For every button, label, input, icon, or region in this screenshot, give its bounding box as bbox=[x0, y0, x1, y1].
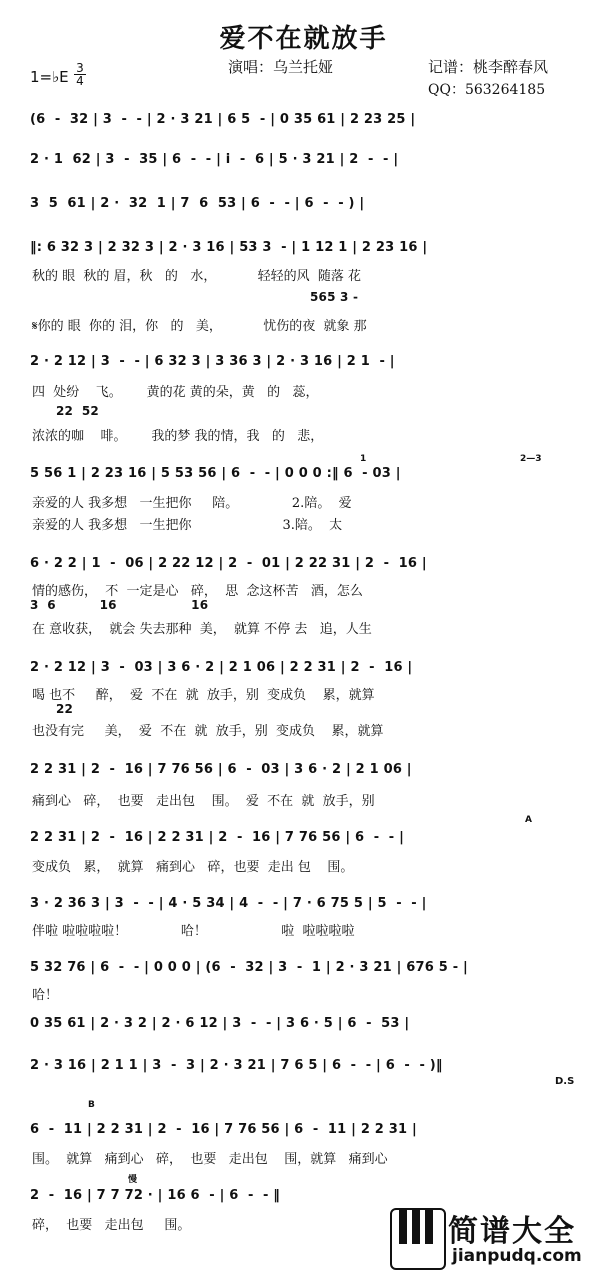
alternate-notes: 22 bbox=[56, 702, 74, 716]
alternate-notes: 565 3 - bbox=[310, 290, 359, 304]
lyric-line: 四 处纷 飞。 黄的花 黄的朵，黄 的 蕊， bbox=[32, 385, 319, 400]
notation-line: 5 56 1 | 2 23 16 | 5 53 56 | 6 - - | 0 0 0 :‖ 6 - 03 | bbox=[30, 466, 401, 481]
song-title: 爱不在就放手 bbox=[219, 24, 388, 54]
lyric-line: 秋的 眼 秋的 眉，秋 的 水， 轻轻的风 随落 花 bbox=[32, 269, 362, 284]
qq-contact: QQ：563264185 bbox=[428, 82, 546, 98]
lyric-line: 亲爱的人 我多想 一生把你 陪。 2.陪。 爱 bbox=[32, 496, 352, 511]
lyric-line: 变成负 累， 就算 痛到心 碎，也要 走出 包 围。 bbox=[32, 860, 354, 875]
lyric-line: 哈！ bbox=[32, 988, 59, 1003]
lyric-line: 痛到心 碎， 也要 走出包 围。 爱 不在 就 放手，别 bbox=[32, 794, 375, 809]
site-logo bbox=[390, 1206, 605, 1268]
lyric-line: 围。 就算 痛到心 碎， 也要 走出包 围，就算 痛到心 bbox=[32, 1152, 388, 1167]
time-signature-bottom: 4 bbox=[76, 74, 84, 88]
first-ending-mark: 1 bbox=[360, 454, 367, 464]
singer-credit: 演唱：乌兰托娅 bbox=[228, 58, 334, 76]
notation-line: 2 · 2 12 | 3 - - | 6 32 3 | 3 36 3 | 2 · 3 16 | 2 1 - | bbox=[30, 354, 395, 369]
notation-line: 3 · 2 36 3 | 3 - - | 4 · 5 34 | 4 - - | 7 · 6 75 5 | 5 - - | bbox=[30, 896, 427, 911]
lyric-line: 也没有完 美， 爱 不在 就 放手，别 变成负 累，就算 bbox=[32, 724, 384, 739]
notation-line: 2 2 31 | 2 - 16 | 7 76 56 | 6 - 03 | 3 6 · 2 | 2 1 06 | bbox=[30, 762, 412, 777]
lyric-line: 亲爱的人 我多想 一生把你 3.陪。 太 bbox=[32, 518, 343, 533]
site-logo-url: jianpudq.com bbox=[452, 1246, 582, 1266]
tempo-slow-mark: 慢 bbox=[128, 1175, 138, 1185]
notation-line: 2 2 31 | 2 - 16 | 2 2 31 | 2 - 16 | 7 76 56 | 6 - - | bbox=[30, 830, 405, 845]
alternate-notes: 3 6 16 16 bbox=[30, 598, 209, 612]
notation-line: 5 32 76 | 6 - - | 0 0 0 | (6 - 32 | 3 - 1 | 2 · 3 21 | 676 5 - | bbox=[30, 960, 468, 975]
lyric-line: 浓浓的咖 啡。 我的梦 我的情，我 的 悲， bbox=[32, 429, 324, 444]
time-signature-top: 3 bbox=[76, 61, 84, 75]
notation-line: ‖: 6 32 3 | 2 32 3 | 2 · 3 16 | 53 3 - | 1 12 1 | 2 23 16 | bbox=[30, 240, 428, 255]
lyric-line: 碎， 也要 走出包 围。 bbox=[32, 1218, 191, 1233]
notation-line: 6 - 11 | 2 2 31 | 2 - 16 | 7 76 56 | 6 - 11 | 2 2 31 | bbox=[30, 1122, 417, 1137]
lyric-line: 𝄋你的 眼 你的 泪，你 的 美， 忧伤的夜 就象 那 bbox=[32, 319, 367, 334]
piano-icon bbox=[390, 1208, 446, 1270]
notation-line: (6 - 32 | 3 - - | 2 · 3 21 | 6 5 - | 0 35 61 | 2 23 25 | bbox=[30, 112, 416, 127]
notator-credit: 记谱：桃李醉春风 bbox=[428, 58, 549, 76]
time-signature bbox=[74, 62, 86, 87]
lyric-line: 伴啦 啦啦啦啦！ 哈！ 啦 啦啦啦啦 bbox=[32, 924, 355, 939]
notation-line: 3 5 61 | 2 · 32 1 | 7 6 53 | 6 - - | 6 - - ) | bbox=[30, 196, 365, 211]
dal-segno-mark: D.S bbox=[555, 1076, 575, 1087]
notation-line: 6 · 2 2 | 1 - 06 | 2 22 12 | 2 - 01 | 2 22 31 | 2 - 16 | bbox=[30, 556, 427, 571]
notation-line: 2 · 3 16 | 2 1 1 | 3 - 3 | 2 · 3 21 | 7 6 5 | 6 - - | 6 - - )‖ bbox=[30, 1058, 443, 1073]
notation-line: 2 · 1 62 | 3 - 35 | 6 - - | i - 6 | 5 · 3 21 | 2 - - | bbox=[30, 152, 399, 167]
lyric-line: 情的感伤， 不 一定是心 碎， 思 念这杯苦 酒，怎么 bbox=[32, 584, 363, 599]
alternate-notes: 22 52 bbox=[56, 404, 99, 418]
notation-line: 2 · 2 12 | 3 - 03 | 3 6 · 2 | 2 1 06 | 2 2 31 | 2 - 16 | bbox=[30, 660, 413, 675]
notation-line: 2 - 16 | 7 7 72 · | 16 6 - | 6 - - ‖ bbox=[30, 1188, 281, 1203]
site-logo-name: 简谱大全 bbox=[448, 1214, 576, 1249]
lyric-line: 喝 也不 醉， 爱 不在 就 放手，别 变成负 累，就算 bbox=[32, 688, 375, 703]
section-b-mark: B bbox=[88, 1100, 95, 1110]
section-a-mark: A bbox=[525, 815, 532, 825]
lyric-line: 在 意收获， 就会 失去那种 美， 就算 不停 去 追，人生 bbox=[32, 622, 372, 637]
notation-line: 0 35 61 | 2 · 3 2 | 2 · 6 12 | 3 - - | 3 6 · 5 | 6 - 53 | bbox=[30, 1016, 410, 1031]
repeat-ending-mark: 2—3 bbox=[520, 454, 542, 464]
key-signature: 1=♭E bbox=[30, 68, 69, 86]
